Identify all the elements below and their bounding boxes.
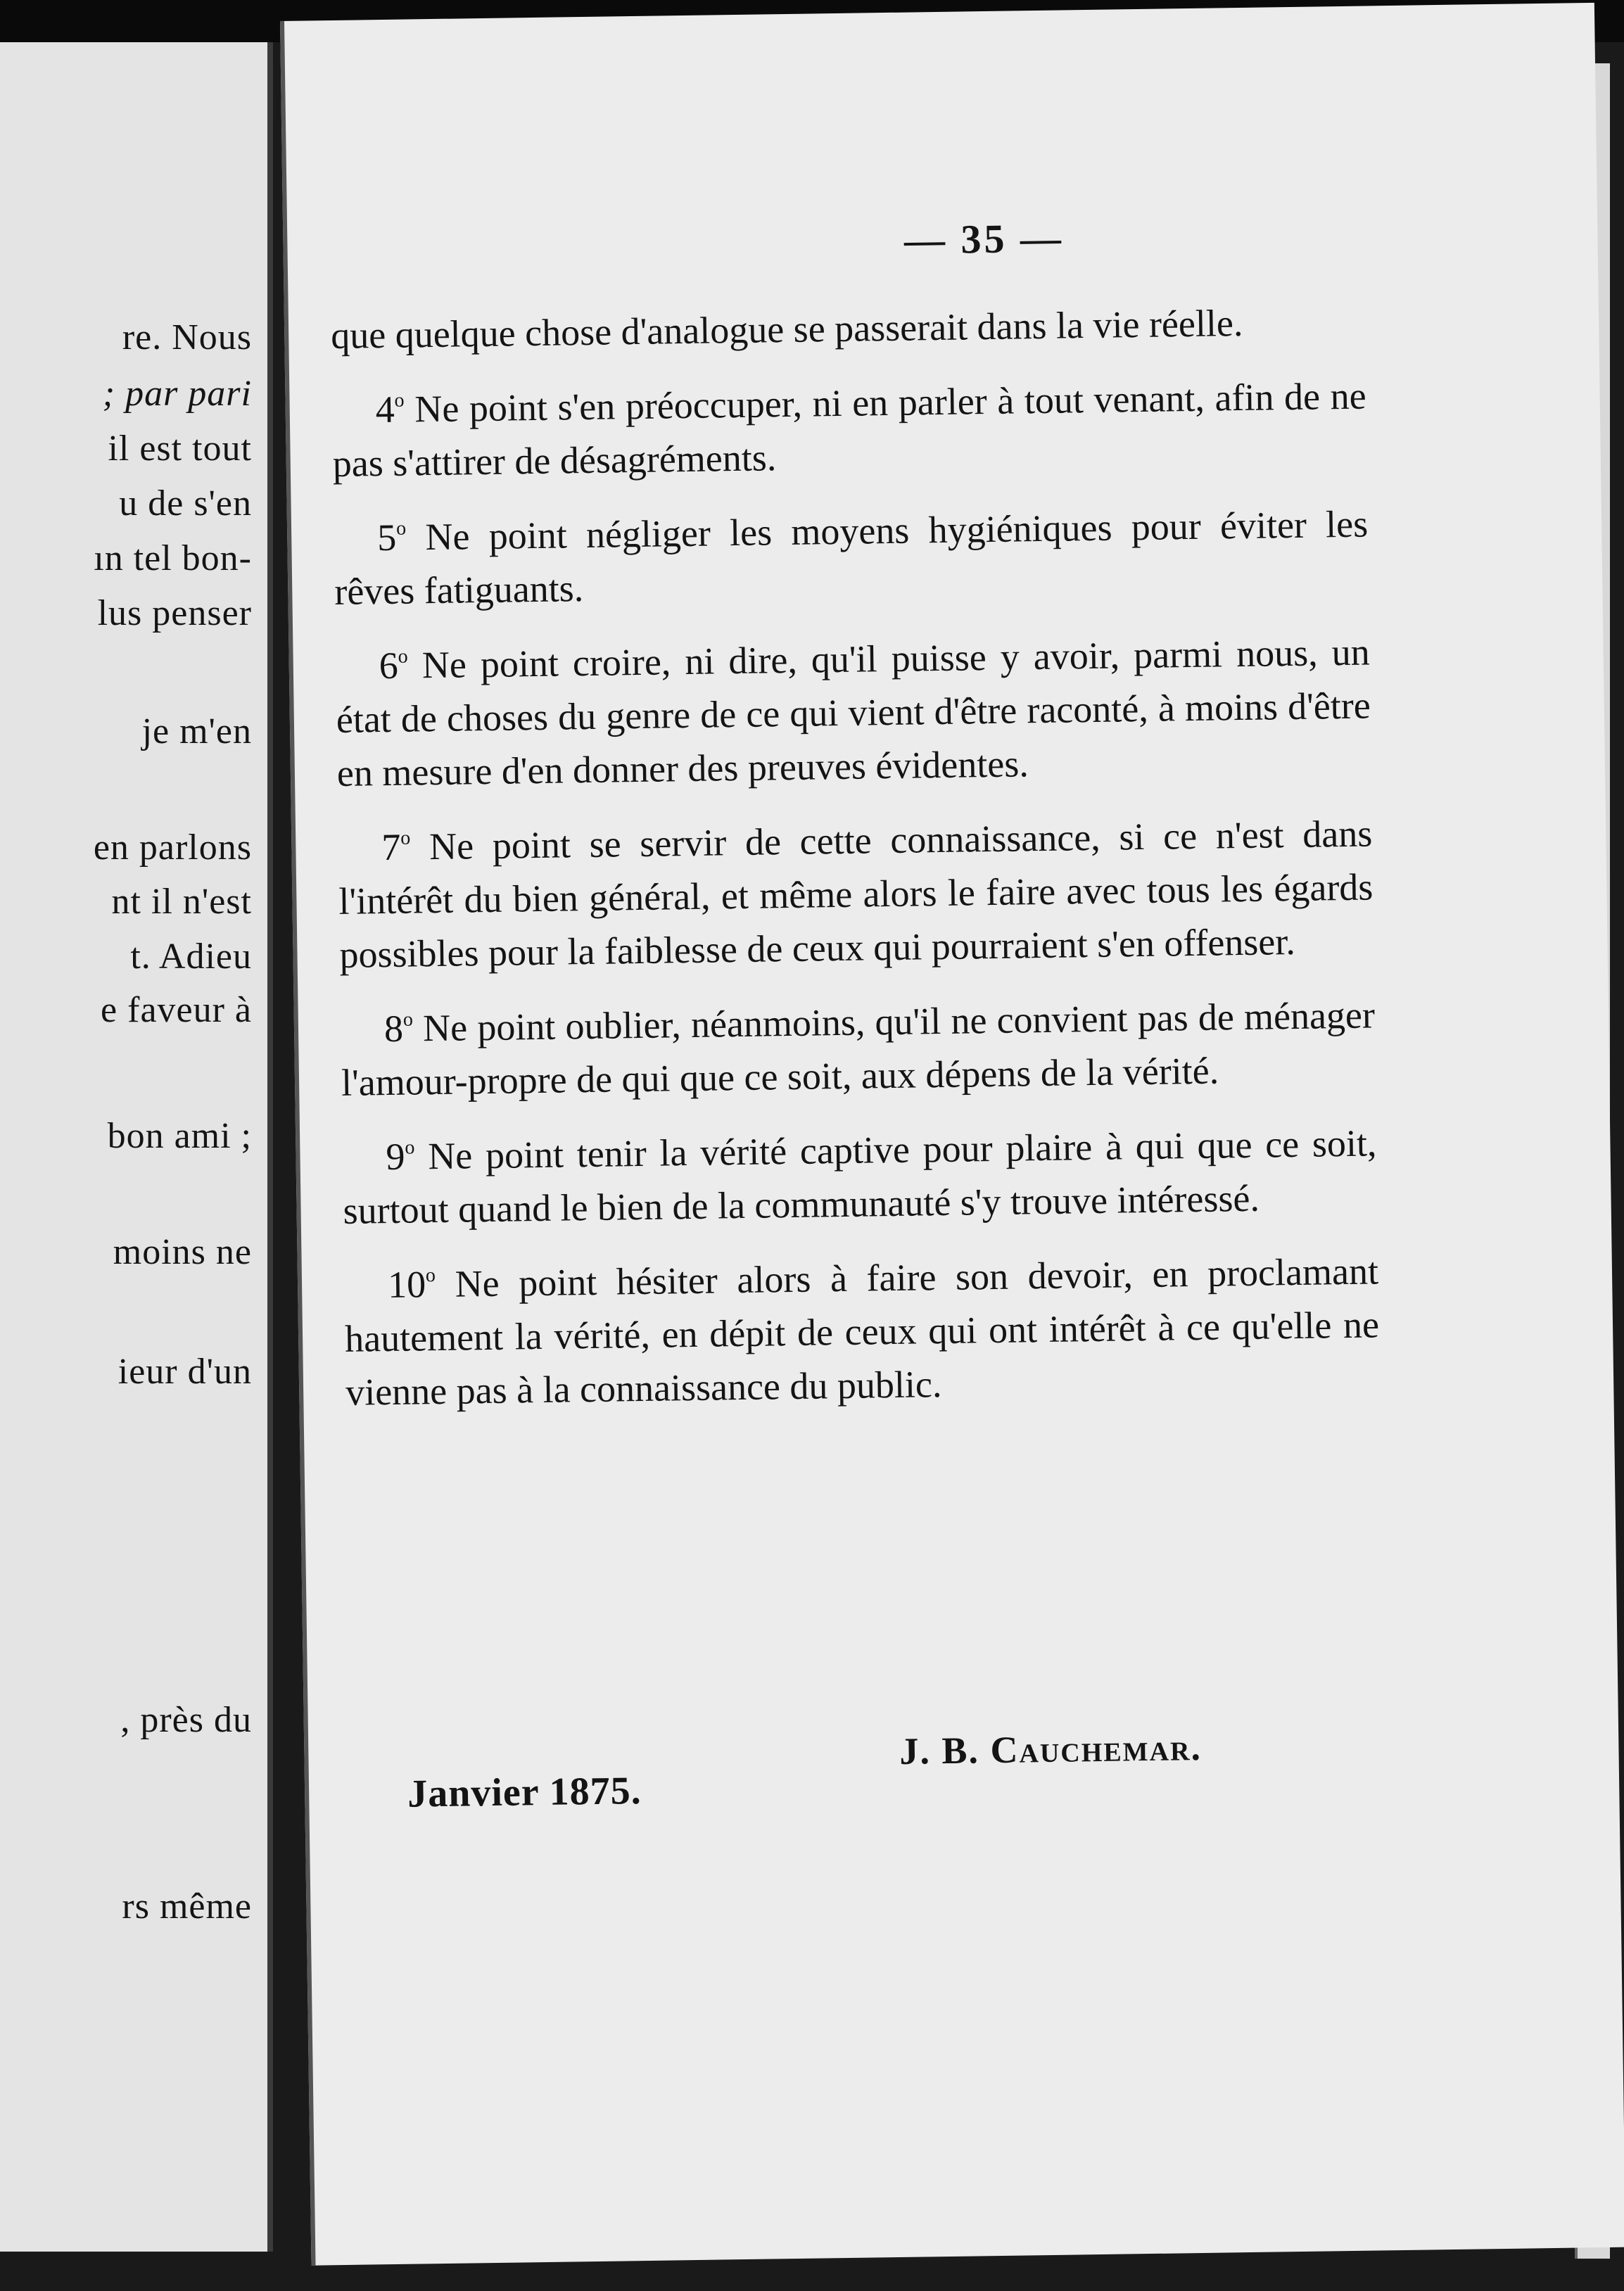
left-fragment: re. Nous: [122, 317, 252, 357]
paragraph-text: Ne point tenir la vérité captive pour plaire à qui que ce soit, surtout quand le bien de la communauté s'y trouve intéressé.: [343, 1122, 1377, 1232]
paragraph-text: Ne point hésiter alors à faire son devoir, en proclamant hautement la vérité, en dépit de ceux qui ont intérêt à ce qu'elle ne vienne pas à la connaissance du public.: [344, 1250, 1380, 1414]
paragraph: [334, 488, 1369, 618]
left-page: [0, 42, 273, 2252]
ordinal-mark: o: [400, 827, 411, 849]
paragraph-number: 10: [387, 1263, 426, 1307]
ordinal-mark: o: [425, 1264, 436, 1287]
ordinal-mark: o: [394, 389, 405, 412]
page-number: — 35 —: [903, 215, 1065, 263]
left-fragment: t. Adieu: [130, 937, 252, 977]
paragraph: [342, 1108, 1378, 1238]
paragraph: [331, 361, 1367, 491]
ordinal-mark: o: [402, 1008, 414, 1031]
left-fragment: , près du: [120, 1700, 252, 1740]
left-fragment: lus penser: [97, 593, 252, 633]
left-fragment: en parlons: [93, 827, 252, 868]
signature: [899, 1725, 1202, 1773]
paragraph-number: 5: [376, 516, 397, 559]
signature-initials: J. B.: [899, 1729, 991, 1772]
left-fragment: e faveur à: [101, 990, 252, 1030]
paragraph-text: Ne point oublier, néanmoins, qu'il ne convient pas de ménager l'amour-propre de qui que ce soit, aux dépens de la vérité.: [341, 994, 1376, 1104]
ordinal-mark: o: [398, 645, 408, 668]
left-fragment: je m'en: [141, 711, 252, 751]
paragraph: [331, 295, 1366, 363]
paragraph-number: 8: [383, 1007, 404, 1051]
paragraph: [340, 979, 1376, 1110]
left-fragment: ın tel bon-: [94, 538, 252, 578]
left-fragment: moins ne: [113, 1232, 252, 1272]
paragraph-text: Ne point s'en préoccuper, ni en parler à tout venant, afin de ne pas s'attirer de désagréments.: [332, 374, 1367, 486]
date-line: Janvier 1875.: [407, 1769, 642, 1816]
left-fragment: u de s'en: [119, 483, 252, 523]
paragraph-number: 9: [386, 1135, 405, 1179]
left-fragment: nt il n'est: [111, 882, 252, 922]
paragraph-number: 6: [379, 644, 399, 687]
paragraph: [335, 616, 1371, 800]
paragraph-number: 7: [381, 825, 401, 869]
body-text: [331, 295, 1381, 1432]
right-page: [280, 3, 1624, 2266]
paragraph: [338, 798, 1374, 982]
left-fragment: ieur d'un: [118, 1352, 252, 1392]
ordinal-mark: o: [405, 1136, 415, 1159]
paragraph-text: que quelque chose d'analogue se passerait dans la vie réelle.: [330, 301, 1243, 357]
ordinal-mark: o: [395, 517, 407, 540]
paragraph-text: Ne point croire, ni dire, qu'il puisse y avoir, parmi nous, un état de choses du genre de ce qui vient d'être raconté, à moins d'être en mesure d'en donner des preuves évidentes.: [336, 630, 1371, 794]
paragraph-number: 4: [375, 388, 395, 431]
signature-name: Cauchemar.: [990, 1725, 1203, 1772]
left-fragment: ; par pari: [102, 374, 252, 414]
paragraph-text: Ne point négliger les moyens hygiéniques pour éviter les rêves fatiguants.: [334, 502, 1369, 613]
left-fragment: bon ami ;: [107, 1116, 252, 1156]
paragraph: [343, 1236, 1380, 1419]
left-fragment: il est tout: [108, 429, 252, 469]
left-fragment: rs même: [122, 1886, 252, 1927]
paragraph-text: Ne point se servir de cette connaissance, si ce n'est dans l'intérêt du bien général, et même alors le faire avec tous les égards possibles pour la faiblesse de ceux qui pourraient s'en offenser.: [338, 812, 1374, 976]
